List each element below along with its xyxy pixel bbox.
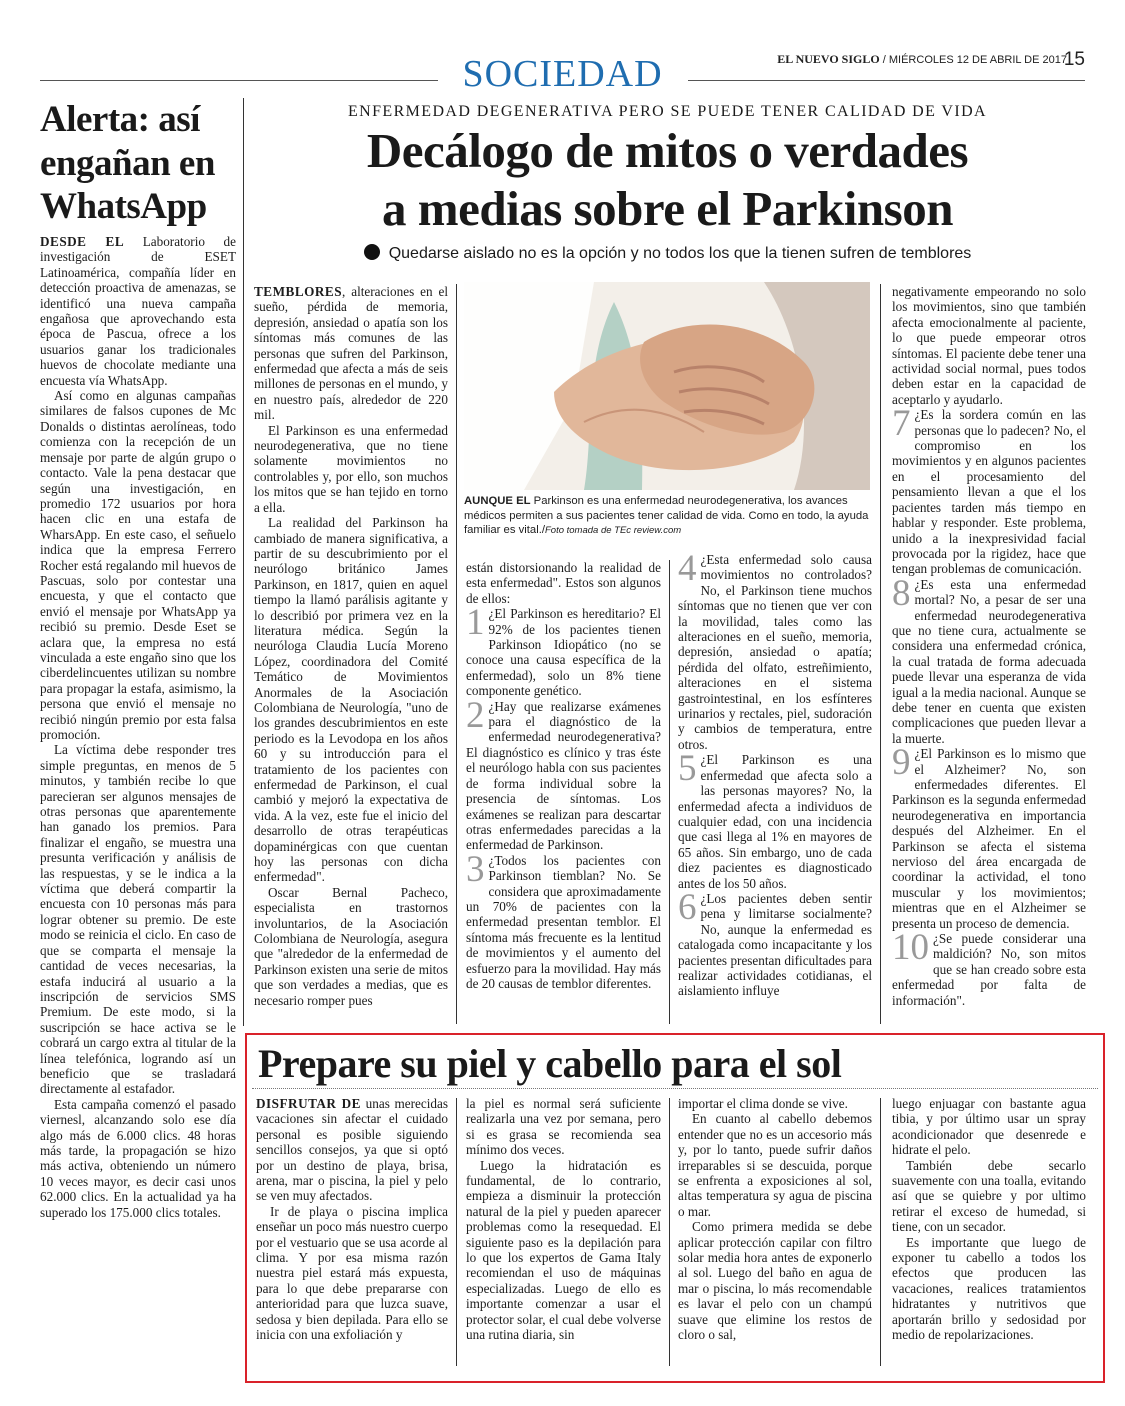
list-item: 7 ¿Es la sordera común en las personas que lo padecen? No, el compromiso en los movimientos y en algunos pacientes en el procesamiento del pensamiento llevan a que el los pacientes tarden más tiempo en hablar y responder. Este problema, unido a la inexpresividad facial provocada por la rigidez, hace que tengan problemas de comunicación. bbox=[892, 403, 1086, 577]
list-item: 6 ¿Los pacientes deben sentir pena y limitarse socialmente? No, aunque la enfermedad es catalogada como incapacitante y los pacientes presentan dificultades para realizar actividades cotidianas, el aislamiento influye bbox=[678, 886, 872, 999]
newspaper-name: EL NUEVO SIGLO bbox=[777, 52, 880, 66]
box-paragraph: Como primera medida se debe aplicar protección capilar con filtro solar media hora antes de exponerlo al sol. Luego del baño en agua de mar o piscina, lo más recomendable es lavar el pelo con un champú suave que elimine los restos de cloro o sal, bbox=[678, 1219, 872, 1343]
page-number: 15 bbox=[1063, 49, 1085, 70]
article-paragraph: están distorsionando la realidad de esta enfermedad". Estos son algunos de ellos: bbox=[466, 560, 661, 606]
article-paragraph: La realidad del Parkinson ha cambiado de manera significativa, a partir de su descubrimiento por el neurólogo británico James Parkinson, en 1817, quien en aquel tiempo la llamó parálisis agitante y lo describió por primera vez en la literatura médica. Según la neuróloga Claudia Lucía Moreno López, coordinadora del Comité Temático de Movimientos Anormales de la Asociación Colombiana de Neurología, "uno de los grandes descubrimientos en este periodo es la Levodopa en los años 60 y su introducción para el tratamiento de los pacientes con enfermedad de Parkinson, el cual cambió y mejoró la expectativa de vida. A la vez, este fue el inicio del desarrollo de otras terapéuticas dopaminérgicas con que cuentan hoy las personas con dicha enfermedad". bbox=[254, 515, 448, 885]
box-column-rule-3 bbox=[880, 1098, 881, 1366]
article-paragraph: TEMBLORES, alteraciones en el sueño, pérdida de memoria, depresión, ansiedad o apatía son los síntomas más comunes de las personas que sufren del Parkinson, enfermedad que afecta a más de seis millones de personas en el mundo, y en nuestro país, alrededor de 220 mil. bbox=[254, 284, 448, 423]
photo-credit: Foto tomada de TEc review.com bbox=[544, 525, 682, 537]
article-kicker: ENFERMEDAD DEGENERATIVA PERO SE PUEDE TENER CALIDAD DE VIDA bbox=[347, 103, 988, 120]
list-item: 8 ¿Es esta una enfermedad mortal? No, a pesar de ser una enfermedad neurodegenerativa que no tiene cura, actualmente se considera una enfermedad crónica, la cual tratada de forma adecuada puede llevar una esperanza de vida igual a la media nacional. Aunque se debe tener en cuenta que existen complicaciones que pueden llevar a la muerte. bbox=[892, 572, 1086, 746]
list-item: 5 ¿El Parkinson es una enfermedad que afecta solo a las personas mayores? No, la enfermedad afecta a individuos de cualquier edad, con una incidencia que casi llega al 1% en mayores de 65 años. Sin embargo, uno de cada diez pacientes es diagnosticado antes de los 50 años. bbox=[678, 748, 872, 891]
photo-caption bbox=[464, 494, 870, 539]
article-column-4 bbox=[892, 284, 1086, 1008]
header-rule-right bbox=[688, 80, 1085, 81]
sidebar-body bbox=[40, 234, 236, 1220]
box-paragraph: la piel es normal será suficiente realizarla una vez por semana, pero si es grasa se recomienda sea mínimo dos veces. bbox=[466, 1096, 661, 1158]
box-column-2 bbox=[466, 1096, 661, 1343]
list-item: 10 ¿Se puede considerar una maldición? No, son mitos que se han creado sobre esta enfermedad por falta de información". bbox=[892, 927, 1086, 1008]
article-column-rule-1 bbox=[456, 284, 457, 1024]
article-paragraph: negativamente empeorando no solo los movimientos, sino que también afecta emocionalmente al paciente, lo que puede empeorar otros síntomas. El paciente debe tener una actividad social normal, pues todos deben estar en la capacidad de aceptarlo y ayudarlo. bbox=[892, 284, 1086, 407]
sidebar-paragraph: Así como en algunas campañas similares de falsos cupones de Mc Donalds o distintas aerolíneas, todo comienza con la recepción de un mensaje por parte de algún grupo o contacto. Vale la pena destacar que según una investigación, en promedio 172 usuarios por hora hacen clic en una estafa de WharsApp. En este caso, el señuelo indica que la empresa Ferrero Rocher está regalando mil huevos de Pascuas, solo por contestar una encuesta, y que el contacto que envió el mensaje por WhatsApp ya recibió su premio. Desde Eset se aclara que, la empresa no está vinculada a este engaño sino que los ciberdelincuentes utilizan su nombre para propagar la estafa, asimismo, la persona que envió el mensaje no recibió ningún premio por esta falsa promoción. bbox=[40, 388, 236, 742]
box-column-4 bbox=[892, 1096, 1086, 1343]
sidebar-paragraph: DESDE EL Laboratorio de investigación de ESET Latinoamérica, compañía líder en detección proactiva de amenazas, se identificó una nueva campaña engañosa que aprovechando esta época de Pascua, ofrece a los usuarios ganar los tradicionales huevos de chocolate mediante una encuesta vía WhatsApp. bbox=[40, 234, 236, 388]
box-column-3 bbox=[678, 1096, 872, 1343]
box-paragraph: importar el clima donde se vive. bbox=[678, 1096, 848, 1111]
sidebar-paragraph: Esta campaña comenzó el pasado viernesl, alcanzando solo ese día algo más de 6.000 clics. 48 horas más tarde, la propagación se hizo más activa, obteniendo un número 10 veces mayor, es decir casi unos 62.000 clics. En la actualidad ya ha superado los 175.000 clics totales. bbox=[40, 1096, 236, 1220]
item-number: 5 bbox=[678, 748, 697, 790]
sidebar-kicker: DESDE EL bbox=[40, 234, 125, 249]
meta-divider: / bbox=[882, 54, 889, 66]
sidebar-paragraph: La víctima debe responder tres simple preguntas, en menos de 5 minutos, y también recibe lo que parecieran ser algunos mensajes de otras personas que aparentemente han ganado los premios. Para finalizar el engaño, se muestra una presunta verificación y análisis de las respuestas, y se le indica a la víctima que deberá compartir la encuesta con 10 personas más para lograr obtener su premio. De este modo se reinicia el ciclo. En caso de que se comparta el mensaje la cantidad de veces necesarias, la estafa inducirá al usuario a la inscripción de servicios SMS Premium. De este modo, si la suscripción se hace activa se le cobrará un cargo extra al titular de la línea telefónica, logrando así un beneficio que se trasladará directamente al estafador. bbox=[40, 742, 236, 1097]
box-paragraph: luego enjuagar con bastante agua tibia, y por último usar un spray acondicionador que desenrede e hidrate el pelo. bbox=[892, 1096, 1086, 1158]
box-paragraph: También debe secarlo suavemente con una toalla, evitando así que se quiebre y por ultimo retirar el exceso de humedad, si tiene, con un secador. bbox=[892, 1157, 1086, 1235]
list-item: 4 ¿Esta enfermedad solo causa movimientos no controlados? No, el Parkinson tiene muchos síntomas que no tienen que ver con la movilidad, tales como las alteraciones en el sueño, memoria, depresión, ansiedad o apatía; pérdida del olfato, estreñimiento, alteraciones en el sistema gastrointestinal, en los esfínteres urinarios y rectales, piel, sudoración y cambios de temperatura, entre otros. bbox=[678, 548, 872, 752]
boxed-article-divider bbox=[252, 1088, 1098, 1089]
article-title bbox=[250, 122, 1085, 238]
sidebar-headline: Alerta: así engañan en WhatsApp bbox=[40, 99, 215, 228]
article-column-1 bbox=[254, 284, 448, 1008]
header-meta bbox=[777, 52, 1067, 67]
header-rule-left bbox=[40, 80, 438, 81]
boxed-article-title: Prepare su piel y cabello para el sol bbox=[258, 1041, 842, 1086]
box-column-rule-1 bbox=[456, 1098, 457, 1366]
article-column-rule-2 bbox=[669, 560, 670, 1024]
item-number: 1 bbox=[466, 602, 485, 644]
article-column-3 bbox=[678, 548, 872, 999]
box-paragraph: Ir de playa o piscina implica enseñar un poco más nuestro cuerpo por el vestuario que se usa acorde al clima. Y por esa misma razón nuestra piel estará más expuesta, para lo que debe prepararse con anterioridad para que luzca suave, sedosa y bien depilada. Para ello se inicia con una exfoliación y bbox=[256, 1203, 448, 1343]
box-paragraph: Es importante que luego de exponer tu cabello a todos los efectos que producen las vacaciones, realices tratamientos hidratantes y nutritivos que aportarán brillo y sedosidad por medio de repolarizaciones. bbox=[892, 1234, 1086, 1343]
article-title-line: a medias sobre el Parkinson bbox=[382, 181, 953, 236]
list-item: 2 ¿Hay que realizarse exámenes para el diagnóstico de la enfermedad neurodegenerativa? El diagnóstico es clínico y tras éste el neurólogo habla con sus pacientes de forma individual sobre la presencia de síntomas. Los exámenes se realizan para descartar otras enfermedades parecidas a la enfermedad de Parkinson. bbox=[466, 694, 661, 853]
box-column-1 bbox=[256, 1096, 448, 1343]
article-column-2 bbox=[466, 560, 661, 991]
caption-text: Parkinson es una enfermedad neurodegenerativa, los avances médicos permiten a sus pacientes tener calidad de vida. Como en todo, la ayuda familiar es vital./ bbox=[464, 495, 869, 537]
article-paragraph: Oscar Bernal Pacheco, especialista en trastornos involuntarios, de la Asociación Colombiana de Neurología, asegura que "alrededor de la enfermedad de Parkinson existen una serie de mitos que son verdades a medias, que es necesario romper pues bbox=[254, 884, 448, 1008]
section-title: SOCIEDAD bbox=[462, 53, 663, 95]
item-number: 3 bbox=[466, 848, 485, 890]
box-paragraph: Luego la hidratación es fundamental, de lo contrario, empieza a disminuir la protección natural de la piel y pueden aparecer problemas como la resequedad. El siguiente paso es la depilación para lo que los expertos de Gama Italy recomiendan el uso de máquinas especializadas. Luego de ello es importante comenzar a usar el protector solar, el cual debe volverse una rutina diaria, sin bbox=[466, 1157, 661, 1343]
hands-photo bbox=[464, 282, 870, 490]
article-column-rule-3 bbox=[880, 284, 881, 1024]
article-lead-kicker: TEMBLORES bbox=[254, 284, 343, 299]
bullet-icon bbox=[364, 244, 380, 260]
hands-photo-image bbox=[464, 282, 870, 490]
box-paragraph: En cuanto al cabello debemos entender que no es un accesorio más y, por lo tanto, puede sufrir daños irreparables si se descuida, porque se enfrenta a exposiciones al sol, altas temperatura sy agua de piscina o mar. bbox=[678, 1111, 872, 1219]
article-paragraph: El Parkinson es una enfermedad neurodegenerativa, que no tiene solamente movimientos no controlables y, por ello, son muchos los mitos que se han tejido en torno a ella. bbox=[254, 422, 448, 515]
issue-date: MIÉRCOLES 12 DE ABRIL DE 2017 bbox=[888, 54, 1067, 66]
item-number: 7 bbox=[892, 403, 911, 445]
box-kicker: DISFRUTAR DE bbox=[256, 1096, 361, 1111]
item-number: 2 bbox=[466, 694, 485, 736]
item-number: 6 bbox=[678, 886, 697, 928]
sidebar-column-rule bbox=[243, 98, 244, 1026]
article-subtitle: Quedarse aislado no es la opción y no todos los que la tienen sufren de temblores bbox=[250, 244, 1085, 263]
box-column-rule-2 bbox=[669, 1098, 670, 1366]
article-title-line: Decálogo de mitos o verdades bbox=[366, 123, 969, 178]
item-number: 10 bbox=[892, 927, 929, 969]
list-item: 3 ¿Todos los pacientes con Parkinson tiemblan? No. Se considera que aproximadamente un 70% de pacientes con la enfermedad presentan temblor. El síntoma más frecuente es la lentitud de movimientos y el aumento del esfuerzo para la movilidad. Hay más de 20 causas de temblor diferentes. bbox=[466, 848, 661, 991]
box-paragraph: DISFRUTAR DE unas merecidas vacaciones sin afectar el cuidado personal es posible siguiendo sencillos consejos, ya que si optó por un destino de playa, brisa, arena, mar o piscina, la piel y pelo se ven muy afectados. bbox=[256, 1096, 449, 1204]
item-number: 4 bbox=[678, 548, 697, 589]
item-number: 8 bbox=[892, 572, 911, 614]
item-number: 9 bbox=[892, 742, 911, 784]
list-item: 1 ¿El Parkinson es hereditario? El 92% de los pacientes tienen Parkinson Idiopático (no se conoce una causa específica de la enfermedad), solo un 8% tiene componente genético. bbox=[466, 602, 661, 699]
caption-kicker: AUNQUE EL bbox=[464, 495, 531, 507]
list-item: 9 ¿El Parkinson es lo mismo que el Alzheimer? No, son enfermedades diferentes. El Parkinson es la segunda enfermedad neurodegenerativa en importancia después del Alzheimer. En el Parkinson se afecta el sistema nervioso del área encargada de coordinar la actividad, el tono muscular y los movimientos; mientras que en el Alzheimer se presenta un proceso de demencia. bbox=[892, 742, 1086, 931]
